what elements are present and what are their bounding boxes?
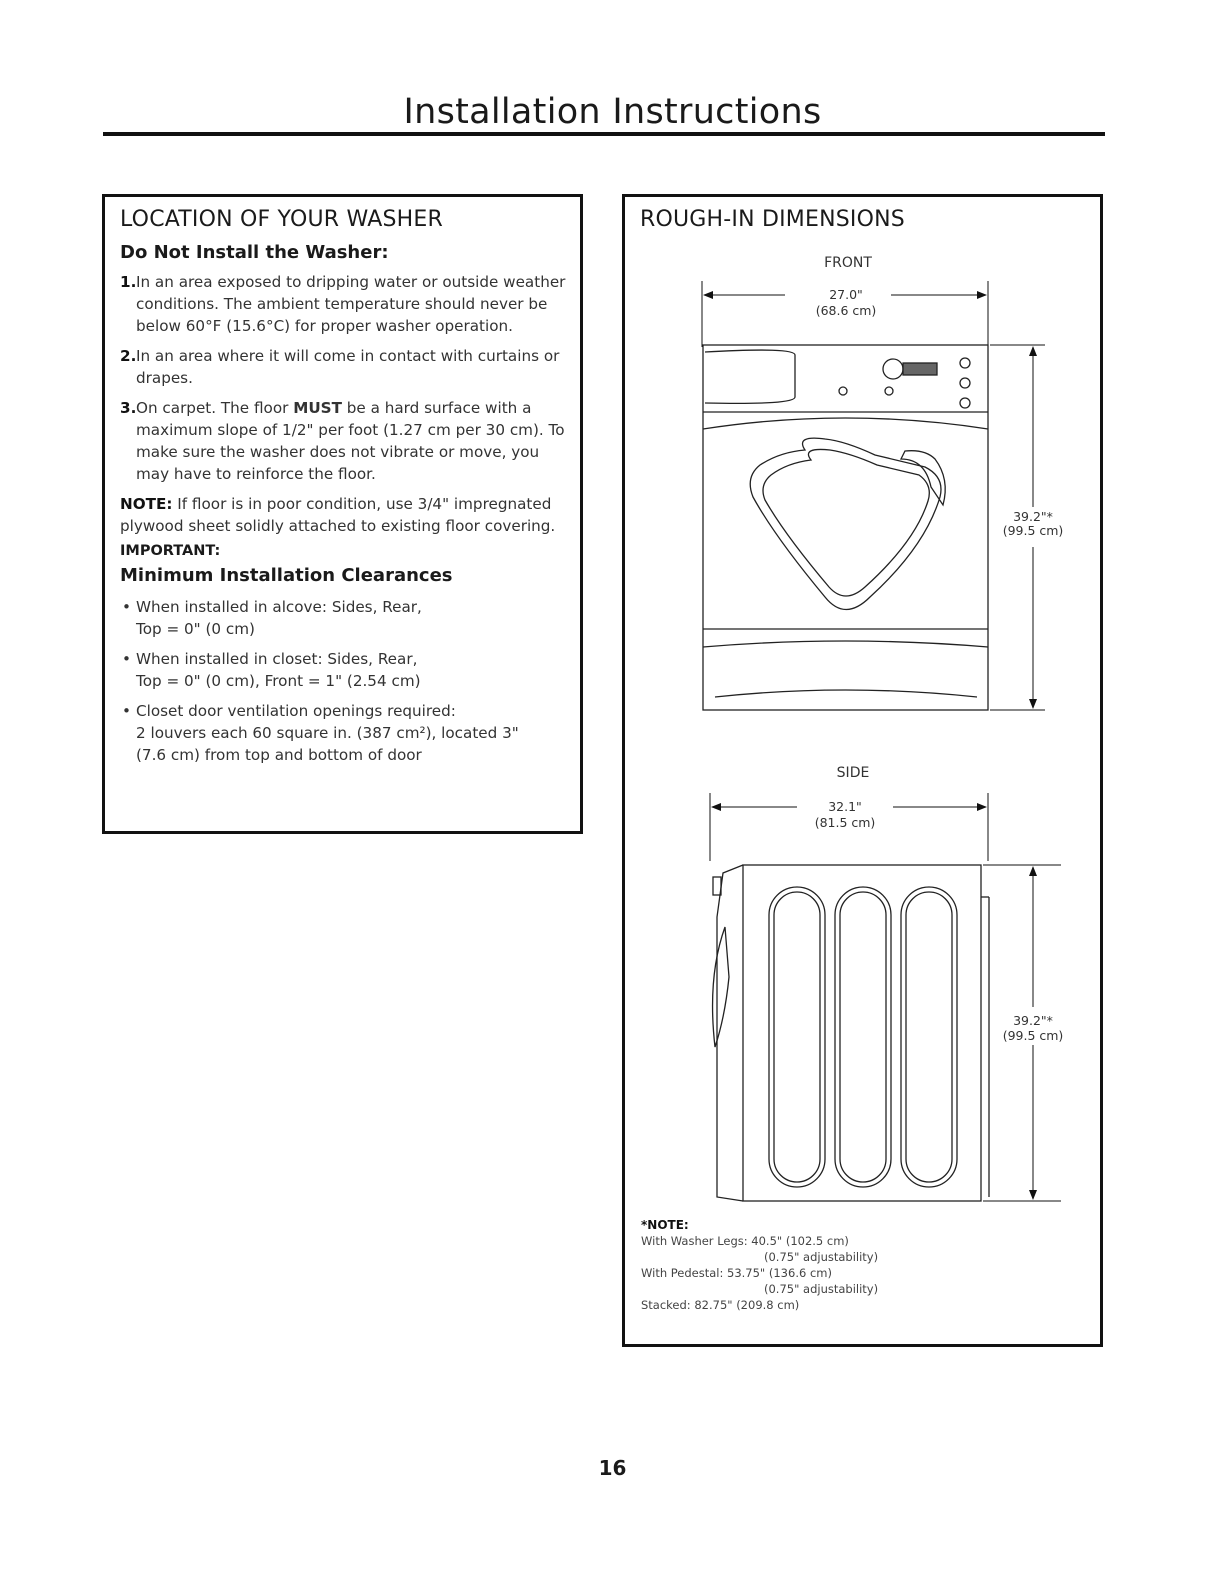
title-rule [103,132,1105,136]
note-line: With Pedestal: 53.75" (136.6 cm) [641,1266,832,1280]
side-depth-in: 32.1" [828,799,862,814]
side-height-cm: (99.5 cm) [1002,1028,1064,1043]
note-sub: (0.75" adjustability) [764,1250,879,1264]
floor-note: NOTE: If floor is in poor condition, use 3/4" impregnated plywood sheet solidly attached to existing floor covering. [120,495,556,535]
front-height-cm: (99.5 cm) [1002,523,1064,538]
note-sub: (0.75" adjustability) [764,1282,879,1296]
list-item: 3. On carpet. The floor MUST be a hard surface with a maximum slope of 1/2" per foot (1.27 cm per 30 cm). To make sure the washer does not vibrate or move, you may have to reinforce the floor. [120,399,565,483]
front-label: FRONT [824,255,872,271]
note-line: Stacked: 82.75" (209.8 cm) [641,1298,800,1312]
washer-front-illustration [703,345,988,710]
location-heading: LOCATION OF YOUR WASHER [120,207,443,232]
rough-in-section [622,194,1103,1347]
dimension-diagrams [625,197,1100,1344]
list-item: • When installed in closet: Sides, Rear, Top = 0" (0 cm), Front = 1" (2.54 cm) [122,650,421,690]
front-width-in: 27.0" [829,287,863,302]
clearances-list [120,596,566,766]
do-not-install-heading: Do Not Install the Washer: [120,242,389,263]
list-item: 1. In an area exposed to dripping water or outside weather conditions. The ambient temperature should never be below 60°F (15.6°C) for proper washer operation. [120,273,566,335]
front-height-in: 39.2"* [1013,509,1053,524]
list-item: • Closet door ventilation openings required: 2 louvers each 60 square in. (387 cm²), located 3" (7.6 cm) from top and bottom of door [122,702,519,764]
page-number: 16 [598,1456,627,1480]
page-title: Installation Instructions [403,92,822,132]
front-width-cm: (68.6 cm) [815,303,877,318]
notes-label: *NOTE: [641,1218,689,1232]
clearances-heading: Minimum Installation Clearances [120,565,453,586]
note-line: With Washer Legs: 40.5" (102.5 cm) [641,1234,849,1248]
washer-side-illustration [713,865,989,1201]
side-depth-cm: (81.5 cm) [814,815,876,830]
important-label: IMPORTANT: [120,543,221,559]
rough-in-heading: ROUGH-IN DIMENSIONS [640,207,905,232]
side-height-in: 39.2"* [1013,1013,1053,1028]
height-notes [641,1217,878,1313]
location-section [102,194,583,834]
list-item: • When installed in alcove: Sides, Rear, Top = 0" (0 cm) [122,598,422,638]
side-label: SIDE [836,765,870,781]
list-item: 2. In an area where it will come in contact with curtains or drapes. [120,347,560,387]
do-not-install-list [120,271,566,485]
